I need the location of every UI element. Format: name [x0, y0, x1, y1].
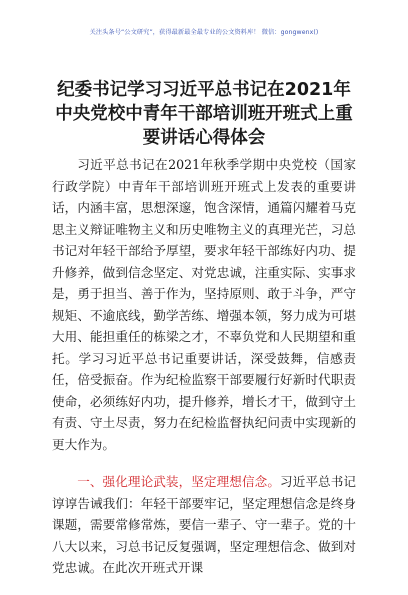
- section-1-heading: 一、强化理论武装，坚定理想信念。: [77, 474, 281, 489]
- document-body: [52, 154, 356, 595]
- section-1-paragraph: [52, 471, 356, 579]
- intro-paragraph: 习近平总书记在2021年秋季学期中央党校（国家行政学院）中青年干部培训班开班式上发表的重要讲话，内涵丰富，思想深邃，饱含深情，通篇闪耀着马克思主义辩证唯物主义和历史唯物主义的真理光芒，习总书记对年轻干部给予厚望，要求年轻干部练好内功、提升修养，做到信念坚定、对党忠诚，注重实际、实事求是，勇于担当、善于作为，坚持原则、敢于斗争，严守规矩、不逾底线，勤学苦练、增强本领，努力成为可堪大用、能担重任的栋梁之才，不辜负党和人民期望和重托。学习习近平总书记重要讲话，深受鼓舞，信感责任，倍受振奋。作为纪检监察干部要履行好新时代职责使命，必须练好内功，提升修养，增长才干，做到守土有责、守土尽责，努力在纪检监督执纪问责中实现新的更大作为。: [52, 157, 356, 452]
- top-banner: 关注头条号“公文研究”，获得最新最全最专业的公文资料库！ 微信：gongwenx(): [89, 29, 319, 36]
- document-title: 纪委书记学习习近平总书记在2021年中央党校中青年干部培训班开班式上重要讲话心得体会: [55, 80, 353, 148]
- section-1-text: 习近平总书记谆谆告诫我们：年轻干部要牢记，坚定理想信念是终身课题，需要常修常炼，要信一辈子、守一辈子。党的十八大以来，习总书记反复强调，坚定理想信念、做到对党忠诚。在此次开班式开课: [52, 474, 357, 575]
